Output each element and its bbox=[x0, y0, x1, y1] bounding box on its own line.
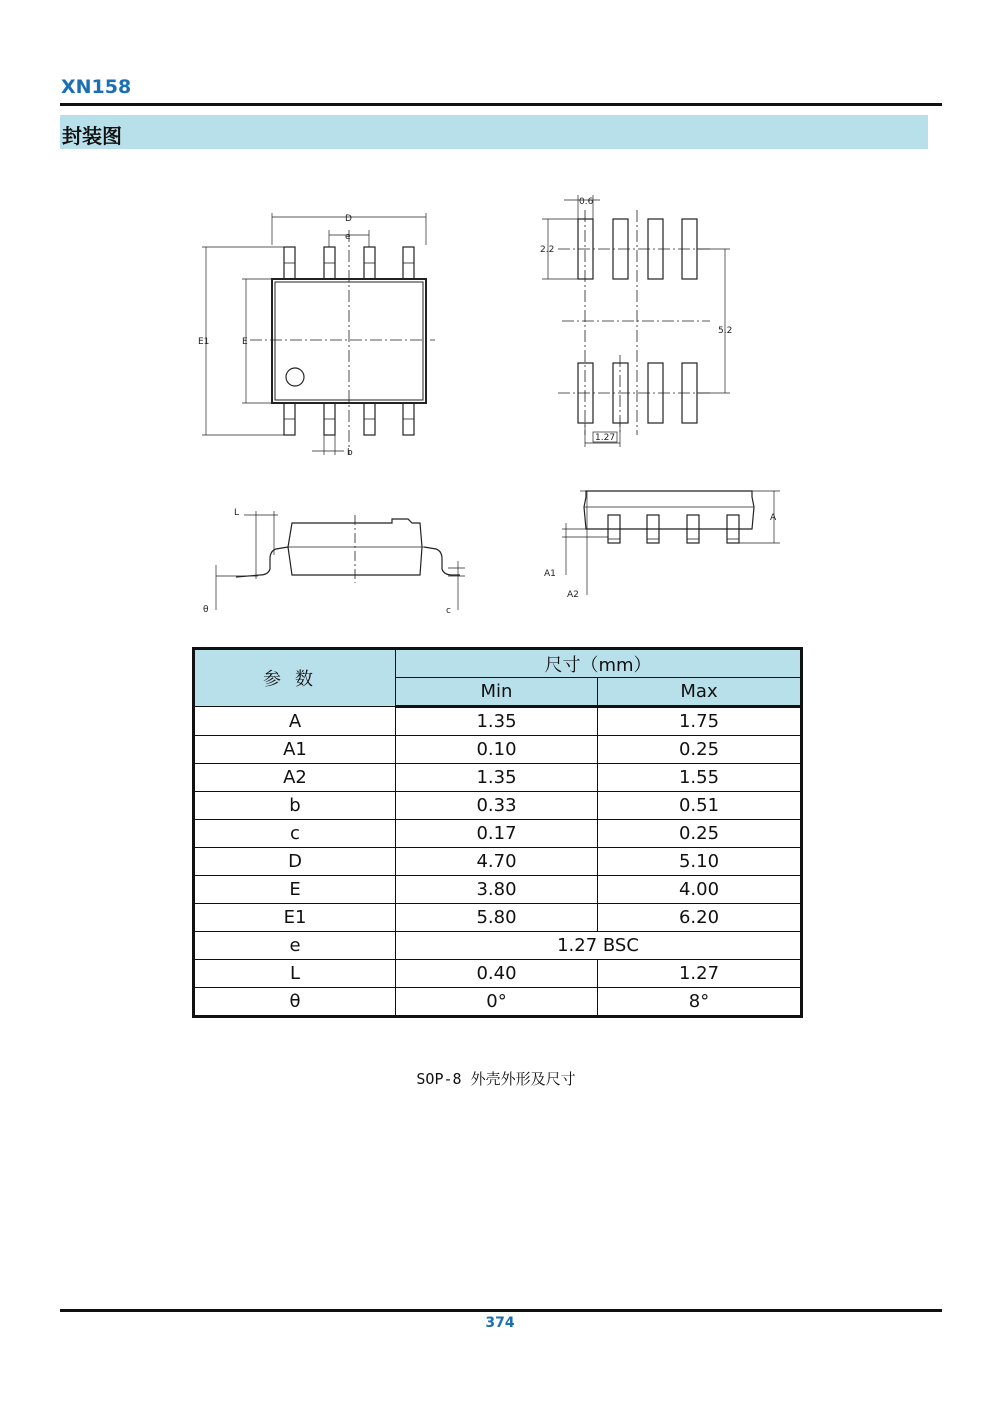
header-rule bbox=[60, 103, 942, 106]
min-cell: 4.70 bbox=[396, 848, 598, 876]
table-row bbox=[194, 736, 802, 764]
min-cell: 1.35 bbox=[396, 764, 598, 792]
max-cell: 0.51 bbox=[598, 792, 802, 820]
table-row bbox=[194, 848, 802, 876]
label-D: D bbox=[345, 214, 352, 224]
label-theta: θ bbox=[203, 605, 209, 615]
label-e: e bbox=[345, 232, 351, 242]
max-cell: 0.25 bbox=[598, 820, 802, 848]
param-cell: θ bbox=[194, 988, 396, 1017]
table-row bbox=[194, 988, 802, 1017]
max-cell: 1.55 bbox=[598, 764, 802, 792]
param-cell: A1 bbox=[194, 736, 396, 764]
label-A1: A1 bbox=[544, 569, 556, 579]
table-row bbox=[194, 707, 802, 736]
top-view bbox=[202, 213, 435, 455]
table-row bbox=[194, 792, 802, 820]
max-cell: 8° bbox=[598, 988, 802, 1017]
part-number: XN158 bbox=[61, 76, 132, 98]
min-cell: 5.80 bbox=[396, 904, 598, 932]
land-pattern bbox=[542, 195, 733, 447]
param-cell: A2 bbox=[194, 764, 396, 792]
label-E1: E1 bbox=[198, 337, 210, 347]
figure-caption: SOP-8 外壳外形及尺寸 bbox=[416, 1070, 576, 1088]
label-pad-width: 0.6 bbox=[579, 197, 594, 207]
label-c: c bbox=[446, 606, 451, 616]
max-cell: 5.10 bbox=[598, 848, 802, 876]
label-pad-length: 2.2 bbox=[540, 245, 555, 255]
table-row bbox=[194, 960, 802, 988]
side-view-end bbox=[562, 491, 780, 595]
min-cell: 3.80 bbox=[396, 876, 598, 904]
max-cell: 1.27 bbox=[598, 960, 802, 988]
package-drawing bbox=[190, 185, 810, 625]
max-header: Max bbox=[598, 678, 802, 707]
min-cell: 0.17 bbox=[396, 820, 598, 848]
table-row bbox=[194, 820, 802, 848]
table-body bbox=[194, 707, 802, 1017]
param-cell: D bbox=[194, 848, 396, 876]
min-cell: 0.33 bbox=[396, 792, 598, 820]
table-row bbox=[194, 764, 802, 792]
span-cell: 1.27 BSC bbox=[396, 932, 802, 960]
min-header: Min bbox=[396, 678, 598, 707]
label-b: b bbox=[347, 448, 353, 458]
table-row bbox=[194, 932, 802, 960]
label-L: L bbox=[234, 508, 240, 518]
max-cell: 0.25 bbox=[598, 736, 802, 764]
label-E: E bbox=[242, 337, 248, 347]
min-cell: 0° bbox=[396, 988, 598, 1017]
max-cell: 6.20 bbox=[598, 904, 802, 932]
page-number: 374 bbox=[485, 1315, 515, 1331]
table-row bbox=[194, 904, 802, 932]
param-cell: c bbox=[194, 820, 396, 848]
label-A2: A2 bbox=[567, 590, 579, 600]
dimension-table bbox=[192, 647, 803, 1018]
label-row-span: 5.2 bbox=[718, 326, 733, 336]
side-view-front bbox=[216, 511, 465, 610]
min-cell: 1.35 bbox=[396, 707, 598, 736]
section-title: 封装图 bbox=[62, 124, 122, 148]
param-cell: b bbox=[194, 792, 396, 820]
footer-rule bbox=[60, 1309, 942, 1312]
dim-header: 尺寸（mm） bbox=[396, 649, 802, 678]
param-cell: e bbox=[194, 932, 396, 960]
param-cell: L bbox=[194, 960, 396, 988]
min-cell: 0.10 bbox=[396, 736, 598, 764]
section-band bbox=[60, 115, 928, 149]
param-cell: E bbox=[194, 876, 396, 904]
table-row bbox=[194, 876, 802, 904]
min-cell: 0.40 bbox=[396, 960, 598, 988]
param-cell: E1 bbox=[194, 904, 396, 932]
label-A: A bbox=[770, 513, 777, 523]
param-header: 参数 bbox=[194, 649, 396, 707]
label-pitch: 1.27 bbox=[595, 433, 616, 443]
max-cell: 1.75 bbox=[598, 707, 802, 736]
max-cell: 4.00 bbox=[598, 876, 802, 904]
param-cell: A bbox=[194, 707, 396, 736]
